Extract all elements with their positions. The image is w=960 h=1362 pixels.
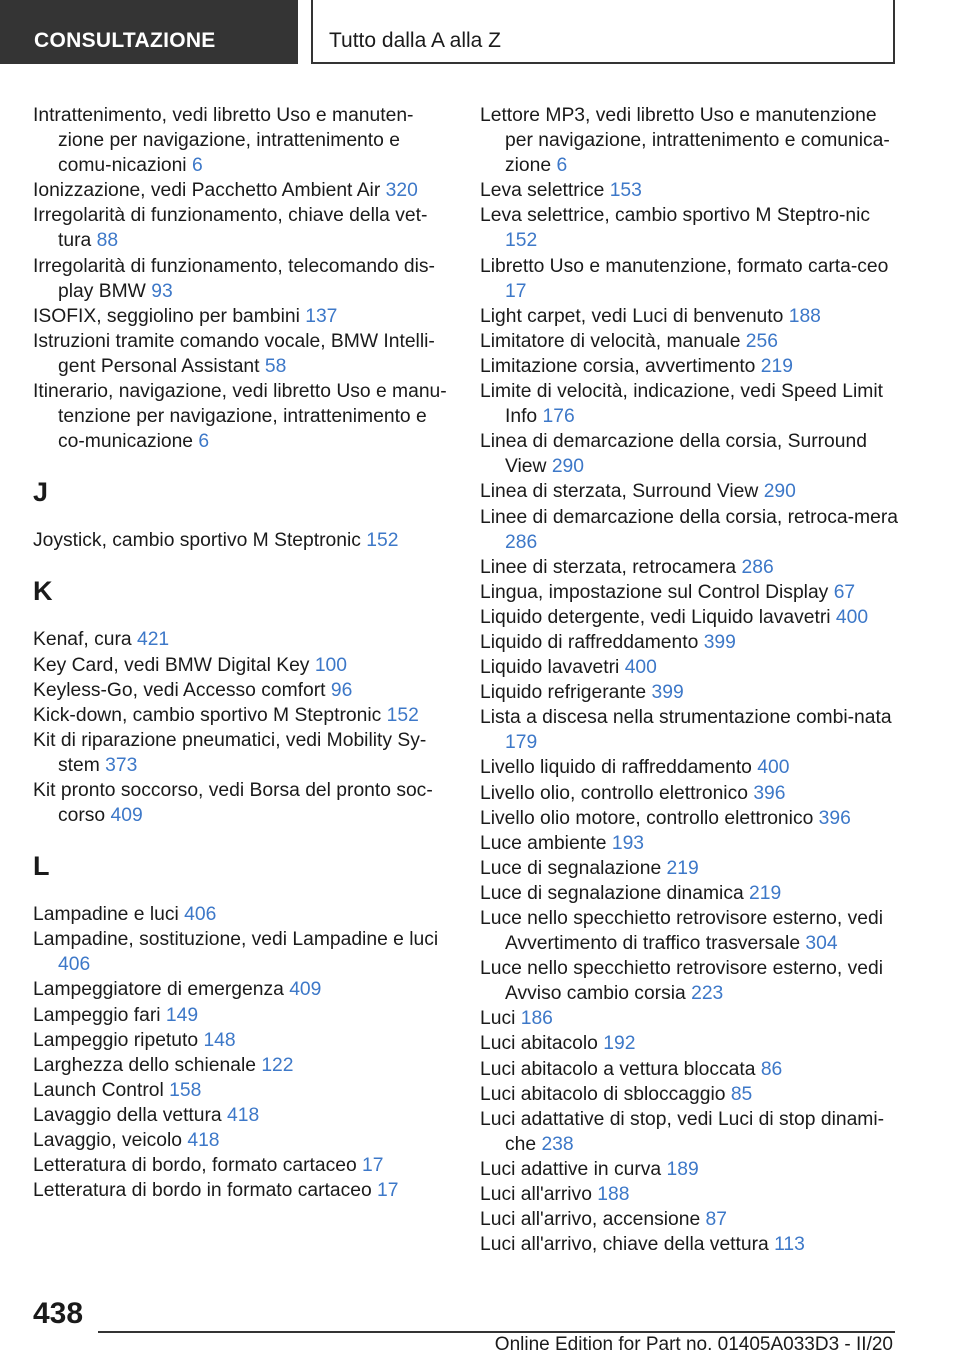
- index-entry: [480, 580, 900, 605]
- index-entry: [480, 856, 900, 881]
- page-reference-link[interactable]: 17: [377, 1180, 399, 1202]
- index-entry: [480, 203, 900, 253]
- page-reference-link[interactable]: 86: [760, 1058, 783, 1080]
- index-entry-text: Luci: [480, 1008, 516, 1030]
- index-entry: [33, 902, 448, 927]
- index-entry-text: Luci all'arrivo, chiave della vettura: [480, 1234, 769, 1256]
- index-entry: [480, 1182, 900, 1207]
- page-reference-link[interactable]: 122: [261, 1054, 294, 1076]
- page-reference-link[interactable]: 85: [730, 1083, 753, 1105]
- index-entry-text: Kit pronto soccorso, vedi Borsa del pronto soc-corso: [33, 779, 433, 827]
- page-reference-link[interactable]: 148: [203, 1029, 236, 1051]
- index-entry-text: ISOFIX, seggiolino per bambini: [33, 305, 300, 327]
- index-entry: [33, 1028, 448, 1053]
- index-entry-text: Itinerario, navigazione, vedi libretto Uso e manu-tenzione per navigazione, intrattenimento e co-municazione: [33, 381, 447, 453]
- page-reference-link[interactable]: 152: [505, 230, 538, 252]
- page-reference-link[interactable]: 192: [603, 1033, 636, 1055]
- index-entry: [33, 778, 448, 828]
- index-entry-text: Lavaggio della vettura: [33, 1104, 222, 1126]
- index-entry: [33, 329, 448, 379]
- page-header: [0, 0, 960, 66]
- page-reference-link[interactable]: 6: [198, 431, 210, 453]
- page-reference-link[interactable]: 418: [187, 1130, 220, 1151]
- index-entry-text: Lampeggio ripetuto: [33, 1029, 199, 1051]
- page-reference-link[interactable]: 87: [705, 1209, 727, 1231]
- page-reference-link[interactable]: 399: [703, 631, 736, 653]
- page-reference-link[interactable]: 223: [691, 983, 724, 1005]
- index-entry: [480, 705, 900, 755]
- index-entry-text: Joystick, cambio sportivo M Steptronic: [33, 530, 361, 552]
- index-entry: [33, 254, 448, 304]
- index-entry: [33, 627, 448, 652]
- index-entry-text: Luci abitacolo: [480, 1033, 598, 1055]
- page-reference-link[interactable]: 67: [833, 581, 856, 603]
- index-entry-text: Leva selettrice, cambio sportivo M Steptro-nic: [480, 205, 871, 227]
- index-entry: [33, 1178, 448, 1203]
- index-entry-text: Linee di demarcazione della corsia, retroca-mera: [480, 506, 898, 528]
- index-entry-text: Kick-down, cambio sportivo M Steptronic: [33, 704, 382, 726]
- page-reference-link[interactable]: 406: [58, 954, 91, 976]
- index-entry: [33, 103, 448, 178]
- page-reference-link[interactable]: 6: [191, 155, 203, 177]
- page-reference-link[interactable]: 399: [651, 682, 684, 704]
- index-entry-text: Kit di riparazione pneumatici, vedi Mobility Sy-stem: [33, 729, 427, 776]
- index-entry-text: Leva selettrice: [480, 180, 605, 202]
- page-number: 438: [33, 1297, 84, 1330]
- page-reference-link[interactable]: 186: [520, 1008, 553, 1030]
- index-entry: [480, 956, 900, 1006]
- index-entry-text: Ionizzazione, vedi Pacchetto Ambient Air: [33, 180, 381, 202]
- index-entry: [480, 354, 900, 379]
- page-reference-link[interactable]: 17: [505, 280, 527, 302]
- index-entry: [33, 728, 448, 778]
- index-entry: [480, 680, 900, 705]
- index-entry: [33, 977, 448, 1002]
- index-entry-text: Linee di sterzata, retrocamera: [480, 556, 737, 578]
- index-entry: [33, 304, 448, 329]
- index-entry: [480, 630, 900, 655]
- index-entry-text: Liquido lavavetri: [480, 657, 620, 679]
- page-reference-link[interactable]: 286: [741, 556, 774, 578]
- edition-note: Online Edition for Part no. 01405A033D3 - II/20: [494, 1334, 893, 1355]
- index-entry-text: Lingua, impostazione sul Control Display: [480, 581, 829, 603]
- page-reference-link[interactable]: 137: [305, 305, 338, 327]
- page-reference-link[interactable]: 373: [105, 754, 138, 776]
- page-reference-link[interactable]: 152: [386, 704, 419, 726]
- index-entry: [480, 831, 900, 856]
- index-entry-text: Luci adattive in curva: [480, 1158, 662, 1180]
- index-entry: [33, 1128, 448, 1153]
- index-entry-text: Luce di segnalazione: [480, 857, 662, 879]
- page-reference-link[interactable]: 400: [835, 606, 869, 628]
- index-entry-text: Luci all'arrivo: [480, 1184, 592, 1206]
- index-entry-text: Limitazione corsia, avvertimento: [480, 355, 756, 377]
- index-entry-text: Lampeggio fari: [33, 1004, 161, 1026]
- index-entry-text: Lista a discesa nella strumentazione combi-nata: [480, 707, 892, 729]
- index-entry-text: Livello liquido di raffreddamento: [480, 757, 752, 779]
- page-reference-link[interactable]: 290: [551, 456, 584, 478]
- index-entry-text: Luci abitacolo a vettura bloccata: [480, 1058, 756, 1080]
- index-entry: [480, 103, 900, 178]
- chapter-title: Tutto dalla A alla Z: [311, 0, 895, 64]
- index-entry: [480, 329, 900, 354]
- index-column-right: [480, 103, 900, 1257]
- index-entry: [480, 881, 900, 906]
- page-reference-link[interactable]: 238: [541, 1133, 574, 1155]
- index-entry-text: Linea di sterzata, Surround View: [480, 481, 759, 503]
- page-reference-link[interactable]: 193: [611, 832, 645, 854]
- index-entry-text: Irregolarità di funzionamento, chiave della vet-tura: [33, 205, 428, 252]
- page-reference-link[interactable]: 100: [314, 654, 347, 676]
- index-entry: [33, 1053, 448, 1078]
- index-entry-text: Livello olio motore, controllo elettronico: [480, 807, 814, 829]
- index-entry: [480, 429, 900, 479]
- index-entry-text: Luci abitacolo di sbloccaggio: [480, 1083, 726, 1105]
- page-reference-link[interactable]: 93: [151, 280, 173, 302]
- page-reference-link[interactable]: 96: [330, 679, 353, 701]
- index-entry-text: Limite di velocità, indicazione, vedi Speed Limit Info: [480, 381, 883, 428]
- index-entry: [480, 1057, 900, 1082]
- page-reference-link[interactable]: 219: [749, 882, 782, 904]
- index-entry: [480, 1031, 900, 1056]
- page-reference-link[interactable]: 152: [366, 530, 399, 552]
- index-entry-text: Keyless-Go, vedi Accesso comfort: [33, 679, 326, 701]
- index-entry: [480, 505, 900, 555]
- page-reference-link[interactable]: 158: [169, 1079, 202, 1101]
- index-entry: [480, 1006, 900, 1031]
- index-entry-text: Luce nello specchietto retrovisore esterno, vedi Avvertimento di traffico trasversale: [480, 908, 883, 955]
- index-entry-text: Luci all'arrivo, accensione: [480, 1209, 701, 1231]
- index-entry: [480, 555, 900, 580]
- index-entry: [480, 1107, 900, 1157]
- page-reference-link[interactable]: 409: [289, 979, 322, 1001]
- index-entry-text: Letteratura di bordo in formato cartaceo: [33, 1180, 372, 1202]
- index-entry: [33, 927, 448, 977]
- page-reference-link[interactable]: 409: [110, 805, 143, 827]
- page-reference-link[interactable]: 421: [136, 629, 170, 651]
- page-reference-link[interactable]: 256: [745, 330, 778, 352]
- index-entry-text: Lampeggiatore di emergenza: [33, 979, 284, 1001]
- page-reference-link[interactable]: 149: [165, 1004, 199, 1026]
- index-entry-text: Linea di demarcazione della corsia, Surround View: [480, 431, 867, 478]
- page-reference-link[interactable]: 418: [227, 1104, 260, 1126]
- page-reference-link[interactable]: 188: [788, 305, 821, 327]
- page-reference-link[interactable]: 400: [757, 757, 790, 779]
- footer-divider: [98, 1331, 895, 1333]
- index-entry-text: Larghezza dello schienale: [33, 1054, 256, 1076]
- page-reference-link[interactable]: 396: [753, 782, 786, 804]
- page-reference-link[interactable]: 286: [505, 531, 538, 553]
- page-reference-link[interactable]: 189: [666, 1158, 699, 1180]
- index-entry-text: Limitatore di velocità, manuale: [480, 330, 741, 352]
- index-letter-heading: L: [33, 851, 50, 882]
- index-entry: [480, 906, 900, 956]
- index-entry: [33, 1153, 448, 1178]
- page-reference-link[interactable]: 6: [556, 155, 568, 177]
- index-entry-text: Luce di segnalazione dinamica: [480, 882, 744, 904]
- page-reference-link[interactable]: 153: [609, 180, 642, 202]
- page-reference-link[interactable]: 188: [597, 1184, 630, 1206]
- index-entry: [33, 379, 448, 454]
- index-entry-text: Lampadine e luci: [33, 904, 179, 926]
- index-entry: [480, 379, 900, 429]
- index-entry: [480, 304, 900, 329]
- page-reference-link[interactable]: 113: [774, 1234, 805, 1256]
- index-entry: [33, 178, 448, 203]
- page-reference-link[interactable]: 290: [763, 481, 796, 503]
- index-column-left: [33, 103, 448, 1203]
- index-entry-text: Lettore MP3, vedi libretto Uso e manutenzione per navigazione, intrattenimento e comunica-zione: [480, 105, 890, 177]
- index-entry: [480, 655, 900, 680]
- index-entry: [480, 178, 900, 203]
- index-entry-text: Liquido di raffreddamento: [480, 631, 699, 653]
- index-entry: [33, 1078, 448, 1103]
- index-entry-text: Letteratura di bordo, formato cartaceo: [33, 1155, 357, 1177]
- page-reference-link[interactable]: 58: [264, 355, 287, 377]
- index-entry-text: Intrattenimento, vedi libretto Uso e manuten-zione per navigazione, intrattenimento e comu-nicazioni: [33, 105, 414, 177]
- index-entry-text: Liquido detergente, vedi Liquido lavavetri: [480, 606, 831, 628]
- page-reference-link[interactable]: 400: [624, 657, 657, 679]
- index-entry: [480, 1207, 900, 1232]
- index-entry: [33, 1103, 448, 1128]
- index-entry-text: Launch Control: [33, 1079, 164, 1101]
- index-entry: [480, 605, 900, 630]
- index-entry: [480, 806, 900, 831]
- page-reference-link[interactable]: 219: [760, 355, 793, 377]
- index-entry: [480, 479, 900, 504]
- index-letter-heading: K: [33, 576, 53, 607]
- index-entry: [480, 1082, 900, 1107]
- index-entry: [480, 254, 900, 304]
- index-entry-text: Kenaf, cura: [33, 629, 132, 651]
- index-entry: [480, 1157, 900, 1182]
- index-entry: [33, 653, 448, 678]
- index-entry-text: Liquido refrigerante: [480, 682, 647, 704]
- index-entry-text: Luce ambiente: [480, 832, 607, 854]
- page-reference-link[interactable]: 219: [666, 857, 699, 879]
- index-entry-text: Istruzioni tramite comando vocale, BMW Intelli-gent Personal Assistant: [33, 330, 435, 377]
- index-entry: [33, 678, 448, 703]
- index-entry-text: Key Card, vedi BMW Digital Key: [33, 654, 310, 676]
- page-reference-link[interactable]: 179: [505, 732, 538, 754]
- index-entry-text: Luce nello specchietto retrovisore esterno, vedi Avviso cambio corsia: [480, 958, 883, 1005]
- section-tab: CONSULTAZIONE: [0, 0, 298, 64]
- index-entry: [33, 1003, 448, 1028]
- index-entry: [33, 703, 448, 728]
- page-reference-link[interactable]: 176: [542, 406, 575, 428]
- page-reference-link[interactable]: 88: [96, 230, 119, 252]
- page-reference-link[interactable]: 406: [184, 904, 217, 926]
- index-entry-text: Luci adattative di stop, vedi Luci di stop dinami-che: [480, 1108, 885, 1155]
- index-entry-text: Livello olio, controllo elettronico: [480, 782, 748, 804]
- index-entry: [33, 528, 448, 553]
- index-entry: [480, 1232, 900, 1257]
- index-entry-text: Lavaggio, veicolo: [33, 1130, 182, 1151]
- index-entry-text: Light carpet, vedi Luci di benvenuto: [480, 305, 784, 327]
- page-reference-link[interactable]: 304: [805, 933, 838, 955]
- index-entry-text: Libretto Uso e manutenzione, formato carta-ceo: [480, 255, 889, 277]
- page-reference-link[interactable]: 320: [385, 180, 418, 202]
- page-reference-link[interactable]: 17: [362, 1155, 384, 1177]
- page-reference-link[interactable]: 396: [818, 807, 851, 829]
- index-entry: [33, 203, 448, 253]
- index-entry-text: Lampadine, sostituzione, vedi Lampadine e luci: [33, 929, 439, 951]
- index-entry: [480, 781, 900, 806]
- index-letter-heading: J: [33, 477, 49, 508]
- index-entry: [480, 755, 900, 780]
- index-entry-text: Irregolarità di funzionamento, telecomando dis-play BMW: [33, 255, 435, 302]
